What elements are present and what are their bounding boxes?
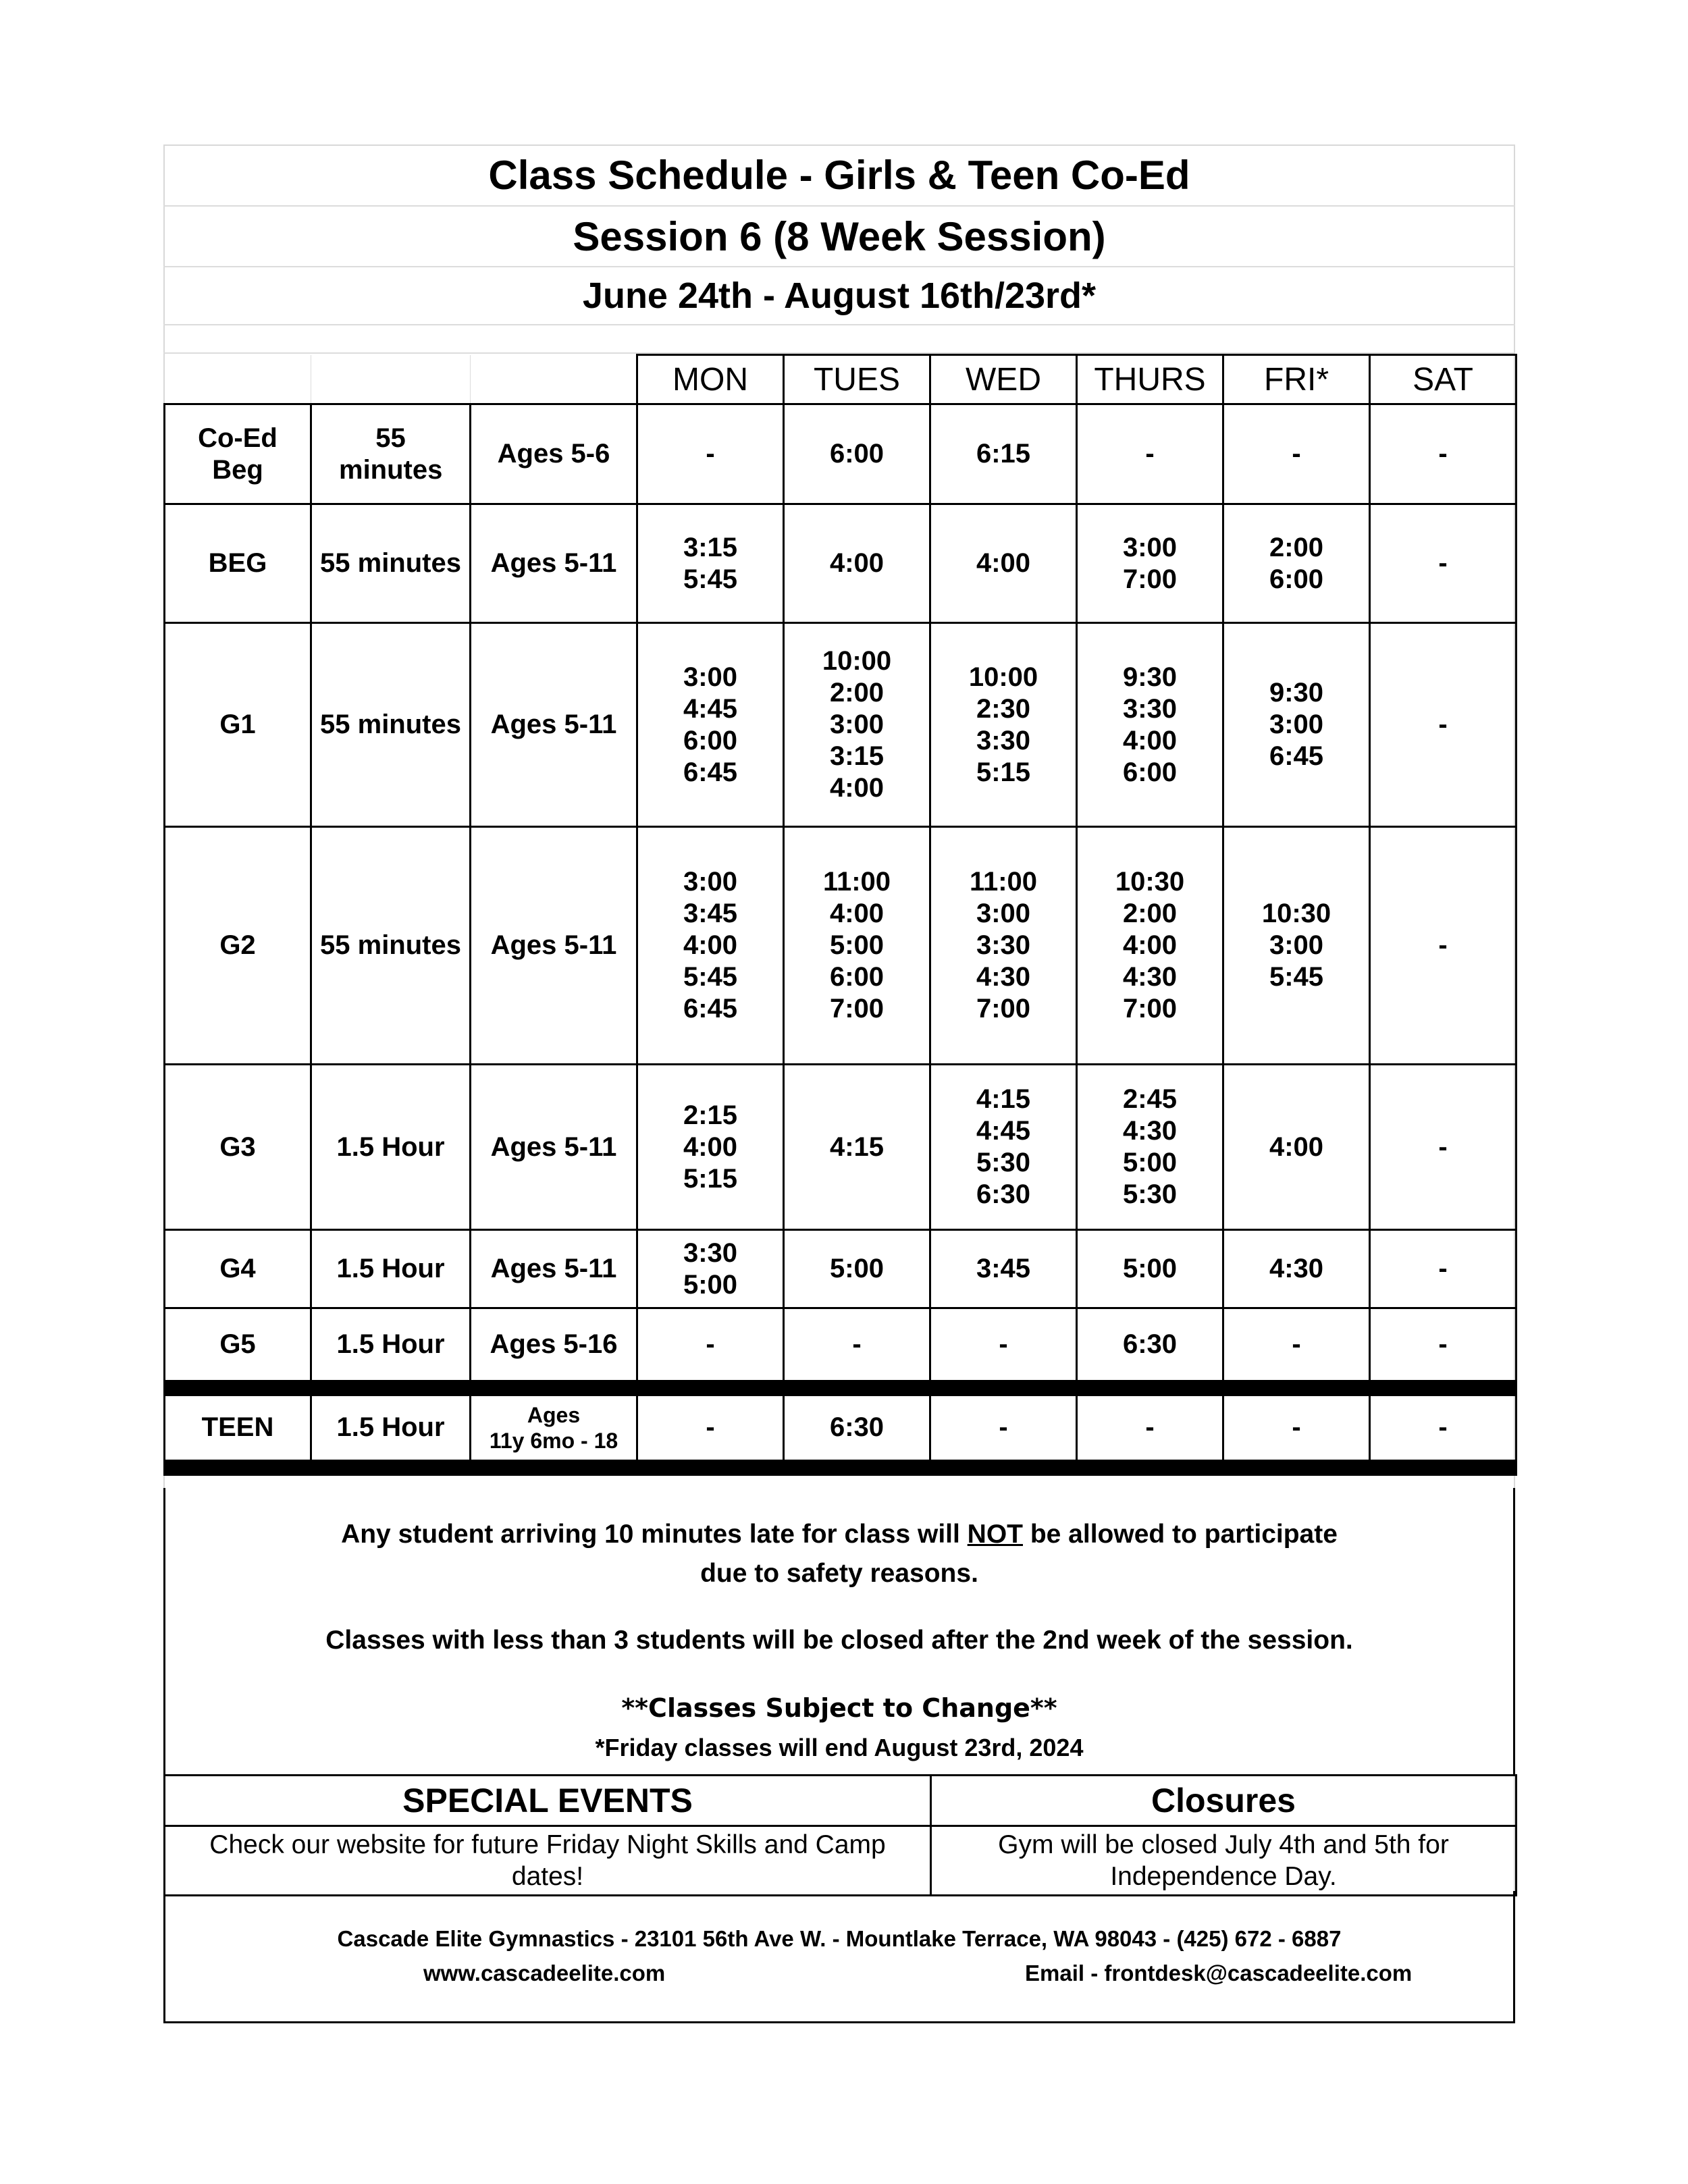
class-ages: Ages 5-11: [471, 623, 637, 827]
time-cell-mon: -: [637, 1388, 784, 1468]
time-cell-wed: 4:15 4:45 5:30 6:30: [930, 1065, 1077, 1230]
time-cell-tues: -: [784, 1308, 930, 1388]
header-blank: [165, 355, 311, 404]
class-level: G4: [165, 1230, 311, 1308]
time-cell-wed: -: [930, 1388, 1077, 1468]
time-cell-fri: -: [1223, 1388, 1370, 1468]
late-policy-text-end: be allowed to participate: [1023, 1520, 1338, 1549]
class-row: [165, 1230, 1516, 1308]
time-cell-tues: 4:00: [784, 504, 930, 623]
day-header-thurs: THURS: [1077, 355, 1223, 404]
time-cell-sat: -: [1370, 827, 1516, 1065]
class-ages: Ages 5-11: [471, 504, 637, 623]
class-duration: 55 minutes: [311, 623, 471, 827]
class-row: [165, 1065, 1516, 1230]
time-cell-mon: 3:00 4:45 6:00 6:45: [637, 623, 784, 827]
time-cell-sat: -: [1370, 623, 1516, 827]
time-cell-mon: 3:30 5:00: [637, 1230, 784, 1308]
special-events-heading: SPECIAL EVENTS: [165, 1776, 931, 1826]
class-ages: Ages 11y 6mo - 18: [471, 1388, 637, 1468]
day-header-tues: TUES: [784, 355, 930, 404]
closures-heading: Closures: [931, 1776, 1516, 1826]
page-title: Class Schedule - Girls & Teen Co-Ed: [163, 144, 1515, 207]
time-cell-thurs: 5:00: [1077, 1230, 1223, 1308]
time-cell-fri: -: [1223, 404, 1370, 504]
class-row: [165, 404, 1516, 504]
class-level: TEEN: [165, 1388, 311, 1468]
time-cell-fri: 2:00 6:00: [1223, 504, 1370, 623]
class-level: G3: [165, 1065, 311, 1230]
class-ages: Ages 5-11: [471, 827, 637, 1065]
gym-address: Cascade Elite Gymnastics - 23101 56th Ave W. - Mountlake Terrace, WA 98043 - (425) 672 - 6887: [337, 1926, 1342, 1951]
late-policy-emphasis: NOT: [967, 1520, 1023, 1549]
day-header-wed: WED: [930, 355, 1077, 404]
time-cell-mon: 2:15 4:00 5:15: [637, 1065, 784, 1230]
class-row: [165, 1308, 1516, 1388]
time-cell-tues: 6:00: [784, 404, 930, 504]
time-cell-fri: 4:30: [1223, 1230, 1370, 1308]
class-row: [165, 504, 1516, 623]
time-cell-mon: 3:00 3:45 4:00 5:45 6:45: [637, 827, 784, 1065]
time-cell-sat: -: [1370, 404, 1516, 504]
time-cell-wed: 6:15: [930, 404, 1077, 504]
class-ages: Ages 5-11: [471, 1230, 637, 1308]
class-ages: Ages 5-16: [471, 1308, 637, 1388]
time-cell-thurs: 3:00 7:00: [1077, 504, 1223, 623]
time-cell-wed: 10:00 2:30 3:30 5:15: [930, 623, 1077, 827]
time-cell-thurs: 10:30 2:00 4:00 4:30 7:00: [1077, 827, 1223, 1065]
time-cell-wed: 3:45: [930, 1230, 1077, 1308]
time-cell-sat: -: [1370, 1388, 1516, 1468]
class-schedule-table: [163, 354, 1517, 1476]
header-blank: [471, 355, 637, 404]
late-policy-text: Any student arriving 10 minutes late for class will: [341, 1520, 968, 1549]
friday-end-note: *Friday classes will end August 23rd, 2024: [595, 1734, 1084, 1761]
time-cell-fri: 4:00: [1223, 1065, 1370, 1230]
time-cell-tues: 6:30: [784, 1388, 930, 1468]
class-level: Co-Ed Beg: [165, 404, 311, 504]
time-cell-mon: 3:15 5:45: [637, 504, 784, 623]
notes-section: [163, 1488, 1515, 1774]
time-cell-fri: -: [1223, 1308, 1370, 1388]
time-cell-sat: -: [1370, 1065, 1516, 1230]
time-cell-thurs: -: [1077, 1388, 1223, 1468]
time-cell-sat: -: [1370, 1308, 1516, 1388]
time-cell-wed: 11:00 3:00 3:30 4:30 7:00: [930, 827, 1077, 1065]
closures-text: Gym will be closed July 4th and 5th for Independence Day.: [931, 1826, 1516, 1896]
time-cell-thurs: 9:30 3:30 4:00 6:00: [1077, 623, 1223, 827]
time-cell-wed: -: [930, 1308, 1077, 1388]
class-level: G5: [165, 1308, 311, 1388]
time-cell-tues: 10:00 2:00 3:00 3:15 4:00: [784, 623, 930, 827]
class-row: [165, 1388, 1516, 1468]
class-duration: 55 minutes: [311, 504, 471, 623]
class-level: G2: [165, 827, 311, 1065]
time-cell-thurs: 2:45 4:30 5:00 5:30: [1077, 1065, 1223, 1230]
class-duration: 55 minutes: [311, 827, 471, 1065]
day-header-sat: SAT: [1370, 355, 1516, 404]
class-duration: 1.5 Hour: [311, 1065, 471, 1230]
time-cell-mon: -: [637, 404, 784, 504]
class-level: BEG: [165, 504, 311, 623]
late-policy-reason: due to safety reasons.: [700, 1559, 978, 1588]
day-header-row: [165, 355, 1516, 404]
email-link[interactable]: Email - frontdesk@cascadeelite.com: [1025, 1961, 1413, 1986]
website-link[interactable]: www.cascadeelite.com: [423, 1961, 666, 1986]
class-duration: 1.5 Hour: [311, 1308, 471, 1388]
time-cell-fri: 10:30 3:00 5:45: [1223, 827, 1370, 1065]
time-cell-mon: -: [637, 1308, 784, 1388]
day-header-fri: FRI*: [1223, 355, 1370, 404]
class-level: G1: [165, 623, 311, 827]
time-cell-tues: 11:00 4:00 5:00 6:00 7:00: [784, 827, 930, 1065]
class-duration: 1.5 Hour: [311, 1388, 471, 1468]
time-cell-thurs: 6:30: [1077, 1308, 1223, 1388]
subject-to-change-note: **Classes Subject to Change**: [621, 1693, 1057, 1723]
class-ages: Ages 5-6: [471, 404, 637, 504]
class-row: [165, 827, 1516, 1065]
footer: [163, 1891, 1515, 2023]
session-subtitle: Session 6 (8 Week Session): [163, 207, 1515, 267]
class-row: [165, 623, 1516, 827]
class-ages: Ages 5-11: [471, 1065, 637, 1230]
class-duration: 1.5 Hour: [311, 1230, 471, 1308]
session-dates: June 24th - August 16th/23rd*: [163, 267, 1515, 325]
late-policy-note: [165, 1515, 1513, 1553]
header-blank: [311, 355, 471, 404]
time-cell-sat: -: [1370, 504, 1516, 623]
time-cell-tues: 4:15: [784, 1065, 930, 1230]
class-duration: 55 minutes: [311, 404, 471, 504]
spacer-row: [163, 325, 1515, 354]
time-cell-wed: 4:00: [930, 504, 1077, 623]
small-class-note: Classes with less than 3 students will be closed after the 2nd week of the session.: [325, 1626, 1353, 1655]
day-header-mon: MON: [637, 355, 784, 404]
time-cell-fri: 9:30 3:00 6:45: [1223, 623, 1370, 827]
time-cell-sat: -: [1370, 1230, 1516, 1308]
special-events-text: Check our website for future Friday Night Skills and Camp dates!: [165, 1826, 931, 1896]
time-cell-thurs: -: [1077, 404, 1223, 504]
time-cell-tues: 5:00: [784, 1230, 930, 1308]
events-table: [163, 1774, 1517, 1896]
